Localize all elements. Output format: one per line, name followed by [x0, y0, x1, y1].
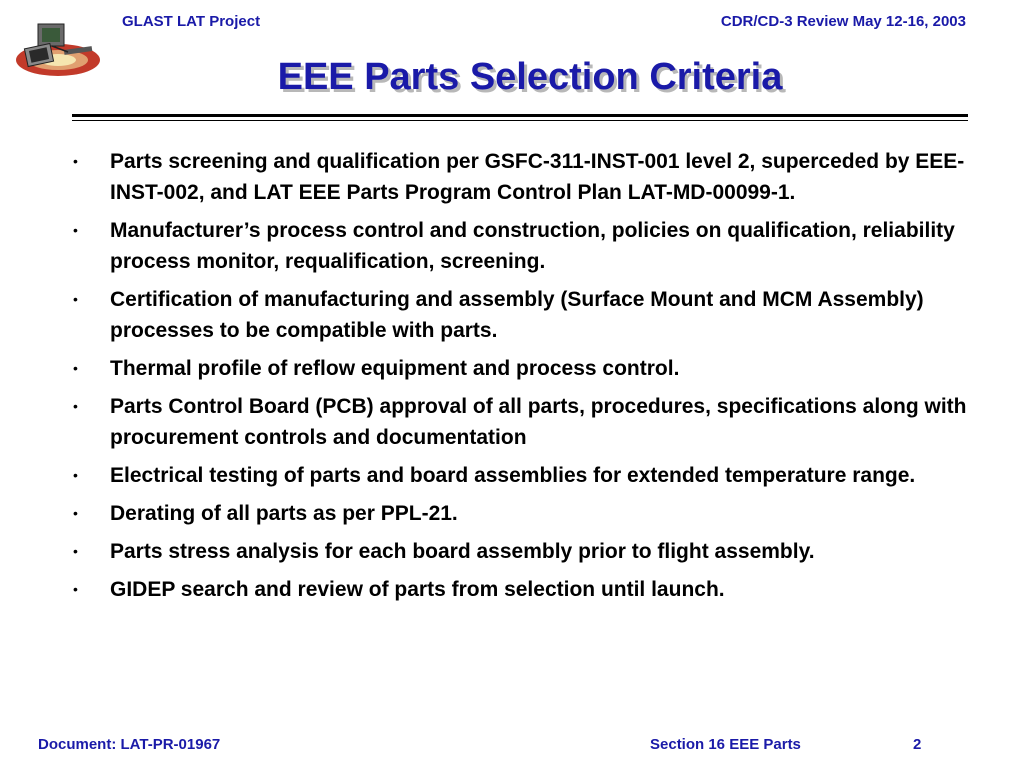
title-divider-thick — [72, 114, 968, 117]
footer-page-number: 2 — [913, 736, 922, 753]
bullet-text: GIDEP search and review of parts from selection until launch. — [110, 578, 725, 601]
bullet-text: Certification of manufacturing and assembly (Surface Mount and MCM Assembly) processes to be compatible with parts. — [110, 288, 924, 342]
bullet-text: Electrical testing of parts and board assemblies for extended temperature range. — [110, 464, 916, 487]
bullet-text: Derating of all parts as per PPL-21. — [110, 502, 458, 525]
bullet-item — [68, 146, 978, 208]
header-project-name: GLAST LAT Project — [122, 13, 261, 30]
bullet-dot: • — [73, 153, 78, 169]
bullet-dot: • — [73, 398, 78, 414]
bullet-item — [68, 353, 978, 384]
bullet-dot: • — [73, 291, 78, 307]
bullet-dot: • — [73, 581, 78, 597]
bullet-text: Parts screening and qualification per GSFC-311-INST-001 level 2, superceded by EEE-INST-002, and LAT EEE Parts Program Control Plan LAT-MD-00099-1. — [110, 150, 965, 204]
bullet-item — [68, 391, 978, 453]
bullet-item — [68, 498, 978, 529]
bullet-item — [68, 536, 978, 567]
bullet-list — [68, 146, 978, 612]
bullet-text: Parts Control Board (PCB) approval of all parts, procedures, specifications along with procurement controls and documentation — [110, 395, 967, 449]
bullet-item — [68, 574, 978, 605]
bullet-item — [68, 284, 978, 346]
bullet-dot: • — [73, 543, 78, 559]
bullet-item — [68, 460, 978, 491]
footer-section: Section 16 EEE Parts — [650, 736, 801, 753]
bullet-dot: • — [73, 360, 78, 376]
slide-title: EEE Parts Selection Criteria — [277, 56, 783, 98]
title-divider-thin — [72, 120, 968, 121]
bullet-dot: • — [73, 505, 78, 521]
bullet-dot: • — [73, 467, 78, 483]
footer-document-id: Document: LAT-PR-01967 — [38, 736, 221, 753]
bullet-text: Thermal profile of reflow equipment and process control. — [110, 357, 680, 380]
header-review-date: CDR/CD-3 Review May 12-16, 2003 — [720, 13, 966, 30]
bullet-item — [68, 215, 978, 277]
bullet-dot: • — [73, 222, 78, 238]
bullet-text: Manufacturer’s process control and construction, policies on qualification, reliability process monitor, requalification, screening. — [110, 219, 955, 273]
bullet-text: Parts stress analysis for each board assembly prior to flight assembly. — [110, 540, 815, 563]
